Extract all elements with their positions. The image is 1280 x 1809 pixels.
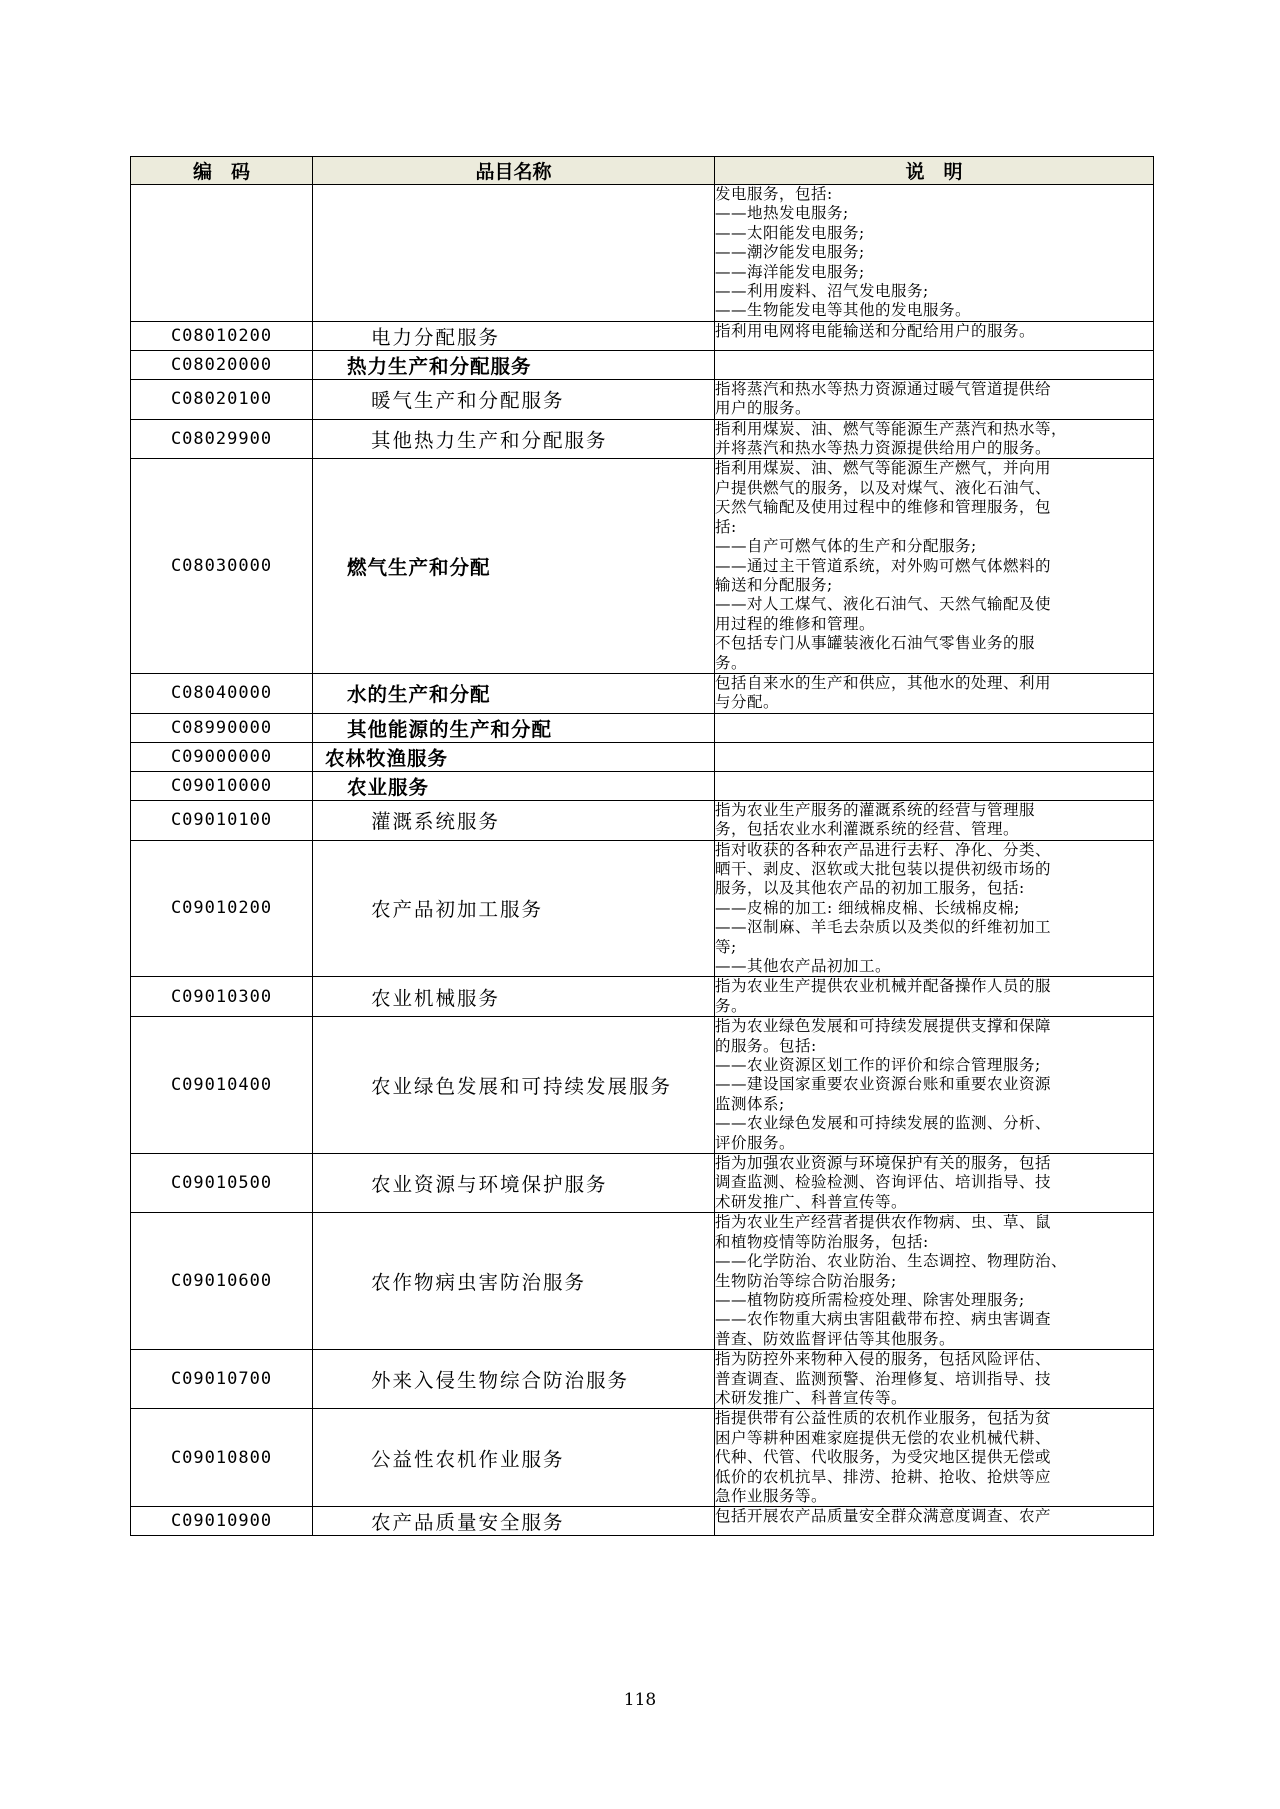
description-text: 指利用电网将电能输送和分配给用户的服务。 <box>715 321 1036 340</box>
item-code: C08020100 <box>131 379 313 419</box>
item-description <box>715 1213 1154 1350</box>
item-code: C09010900 <box>131 1507 313 1536</box>
catalog-table <box>130 156 1154 1536</box>
page-number: 118 <box>623 1690 657 1710</box>
table-row <box>131 321 1154 350</box>
description-text: 指利用煤炭、油、燃气等能源生产燃气，并向用 户提供燃气的服务，以及对煤气、液化石油气、 天然气输配及使用过程中的维修和管理服务，包 括: ——自产可燃气体的生产和分配服务; ——通过主干管道系统，对外购可燃气体燃料的 输送和分配服务; ——对人工煤气、液化石油气、天然气输配及使 用过程的维修和管理。 不包括专门从事罐装液化石油气零售业务的服 务。 <box>715 459 1052 672</box>
item-description <box>715 321 1154 350</box>
item-code: C08029900 <box>131 419 313 459</box>
item-code: C09010300 <box>131 977 313 1017</box>
item-name: 外来入侵生物综合防治服务 <box>313 1350 715 1409</box>
description-text: 指为农业绿色发展和可持续发展提供支撑和保障 的服务。包括: ——农业资源区划工作的评价和综合管理服务; ——建设国家重要农业资源台账和重要农业资源 监测体系; ——农业绿色发展和可持续发展的监测、分析、 评价服务。 <box>715 1017 1052 1152</box>
item-code: C09010000 <box>131 771 313 800</box>
item-description <box>715 459 1154 673</box>
table-row <box>131 1507 1154 1536</box>
item-name: 其他热力生产和分配服务 <box>313 419 715 459</box>
table-row <box>131 419 1154 459</box>
table-row <box>131 350 1154 379</box>
item-code: C09010800 <box>131 1409 313 1507</box>
description-text: 发电服务，包括: ——地热发电服务; ——太阳能发电服务; ——潮汐能发电服务; ——海洋能发电服务; ——利用废料、沼气发电服务; ——生物能发电等其他的发电服务。 <box>715 185 972 320</box>
item-code: C08030000 <box>131 459 313 673</box>
item-code: C09010500 <box>131 1154 313 1213</box>
header-code: 编 码 <box>131 157 313 185</box>
item-description <box>715 800 1154 840</box>
item-name: 水的生产和分配 <box>313 673 715 713</box>
item-name: 农业资源与环境保护服务 <box>313 1154 715 1213</box>
table-row <box>131 1213 1154 1350</box>
item-code: C08040000 <box>131 673 313 713</box>
item-description <box>715 673 1154 713</box>
item-name: 农产品质量安全服务 <box>313 1507 715 1536</box>
header-desc: 说 明 <box>715 157 1154 185</box>
description-text: 指为农业生产经营者提供农作物病、虫、草、鼠 和植物疫情等防治服务，包括: ——化学防治、农业防治、生态调控、物理防治、 生物防治等综合防治服务; ——植物防疫所需检疫处理、除害处理服务; ——农作物重大病虫害阻截带布控、病虫害调查 普查、防效监督评估等其他服务。 <box>715 1213 1068 1348</box>
item-code: C08990000 <box>131 713 313 742</box>
table-header-row <box>131 157 1154 185</box>
description-text: 指为防控外来物种入侵的服务，包括风险评估、 普查调查、监测预警、治理修复、培训指导、技 术研发推广、科普宣传等。 <box>715 1350 1052 1407</box>
item-name: 燃气生产和分配 <box>313 459 715 673</box>
item-name: 农林牧渔服务 <box>313 742 715 771</box>
item-description <box>715 771 1154 800</box>
item-name: 农业服务 <box>313 771 715 800</box>
table-row <box>131 1350 1154 1409</box>
item-code: C08020000 <box>131 350 313 379</box>
table-row <box>131 977 1154 1017</box>
table-row <box>131 1154 1154 1213</box>
item-description <box>715 1154 1154 1213</box>
table-row <box>131 771 1154 800</box>
description-text: 指为农业生产服务的灌溉系统的经营与管理服 务，包括农业水利灌溉系统的经营、管理。 <box>715 800 1036 839</box>
item-description <box>715 713 1154 742</box>
description-text: 指对收获的各种农产品进行去籽、净化、分类、 晒干、剥皮、沤软或大批包装以提供初级市场的 服务，以及其他农产品的初加工服务，包括: ——皮棉的加工: 细绒棉皮棉、长绒棉皮棉; ——沤制麻、羊毛去杂质以及类似的纤维初加工 等; ——其他农产品初加工。 <box>715 840 1052 975</box>
table-row <box>131 1017 1154 1154</box>
item-name: 电力分配服务 <box>313 321 715 350</box>
item-code: C09010600 <box>131 1213 313 1350</box>
item-name: 公益性农机作业服务 <box>313 1409 715 1507</box>
item-description <box>715 419 1154 459</box>
table-row <box>131 840 1154 977</box>
item-name: 农业绿色发展和可持续发展服务 <box>313 1017 715 1154</box>
description-text: 指提供带有公益性质的农机作业服务，包括为贫 困户等耕种困难家庭提供无偿的农业机械代耕、 代种、代管、代收服务，为受灾地区提供无偿或 低价的农机抗旱、排涝、抢耕、抢收、抢烘等应 急作业服务等。 <box>715 1409 1052 1505</box>
item-code: C09010400 <box>131 1017 313 1154</box>
item-name: 热力生产和分配服务 <box>313 350 715 379</box>
table-row <box>131 459 1154 673</box>
item-description <box>715 350 1154 379</box>
description-text: 包括自来水的生产和供应，其他水的处理、利用 与分配。 <box>715 673 1052 712</box>
item-description <box>715 840 1154 977</box>
item-description <box>715 1507 1154 1536</box>
table-row <box>131 800 1154 840</box>
description-text: 指为加强农业资源与环境保护有关的服务，包括 调查监测、检验检测、咨询评估、培训指导、技 术研发推广、科普宣传等。 <box>715 1154 1052 1211</box>
item-code: C09010700 <box>131 1350 313 1409</box>
table-row <box>131 742 1154 771</box>
item-code: C09000000 <box>131 742 313 771</box>
item-description <box>715 1017 1154 1154</box>
item-name: 农产品初加工服务 <box>313 840 715 977</box>
item-code: C09010100 <box>131 800 313 840</box>
table-row <box>131 379 1154 419</box>
table-row <box>131 185 1154 322</box>
item-name: 其他能源的生产和分配 <box>313 713 715 742</box>
item-code: C08010200 <box>131 321 313 350</box>
description-text: 指将蒸汽和热水等热力资源通过暖气管道提供给 用户的服务。 <box>715 379 1052 418</box>
table-row <box>131 673 1154 713</box>
item-name: 暖气生产和分配服务 <box>313 379 715 419</box>
description-text: 指为农业生产提供农业机械并配备操作人员的服 务。 <box>715 977 1052 1015</box>
item-code <box>131 185 313 322</box>
item-description <box>715 1350 1154 1409</box>
item-description <box>715 742 1154 771</box>
description-text: 指利用煤炭、油、燃气等能源生产蒸汽和热水等， 并将蒸汽和热水等热力资源提供给用户的服务。 <box>715 419 1068 458</box>
item-description <box>715 977 1154 1017</box>
item-name: 灌溉系统服务 <box>313 800 715 840</box>
item-name <box>313 185 715 322</box>
item-description <box>715 185 1154 322</box>
table-row <box>131 1409 1154 1507</box>
item-code: C09010200 <box>131 840 313 977</box>
description-text: 包括开展农产品质量安全群众满意度调查、农产 <box>715 1507 1052 1526</box>
item-name: 农作物病虫害防治服务 <box>313 1213 715 1350</box>
item-description <box>715 379 1154 419</box>
table-row <box>131 713 1154 742</box>
item-name: 农业机械服务 <box>313 977 715 1017</box>
item-description <box>715 1409 1154 1507</box>
header-name: 品目名称 <box>313 157 715 185</box>
